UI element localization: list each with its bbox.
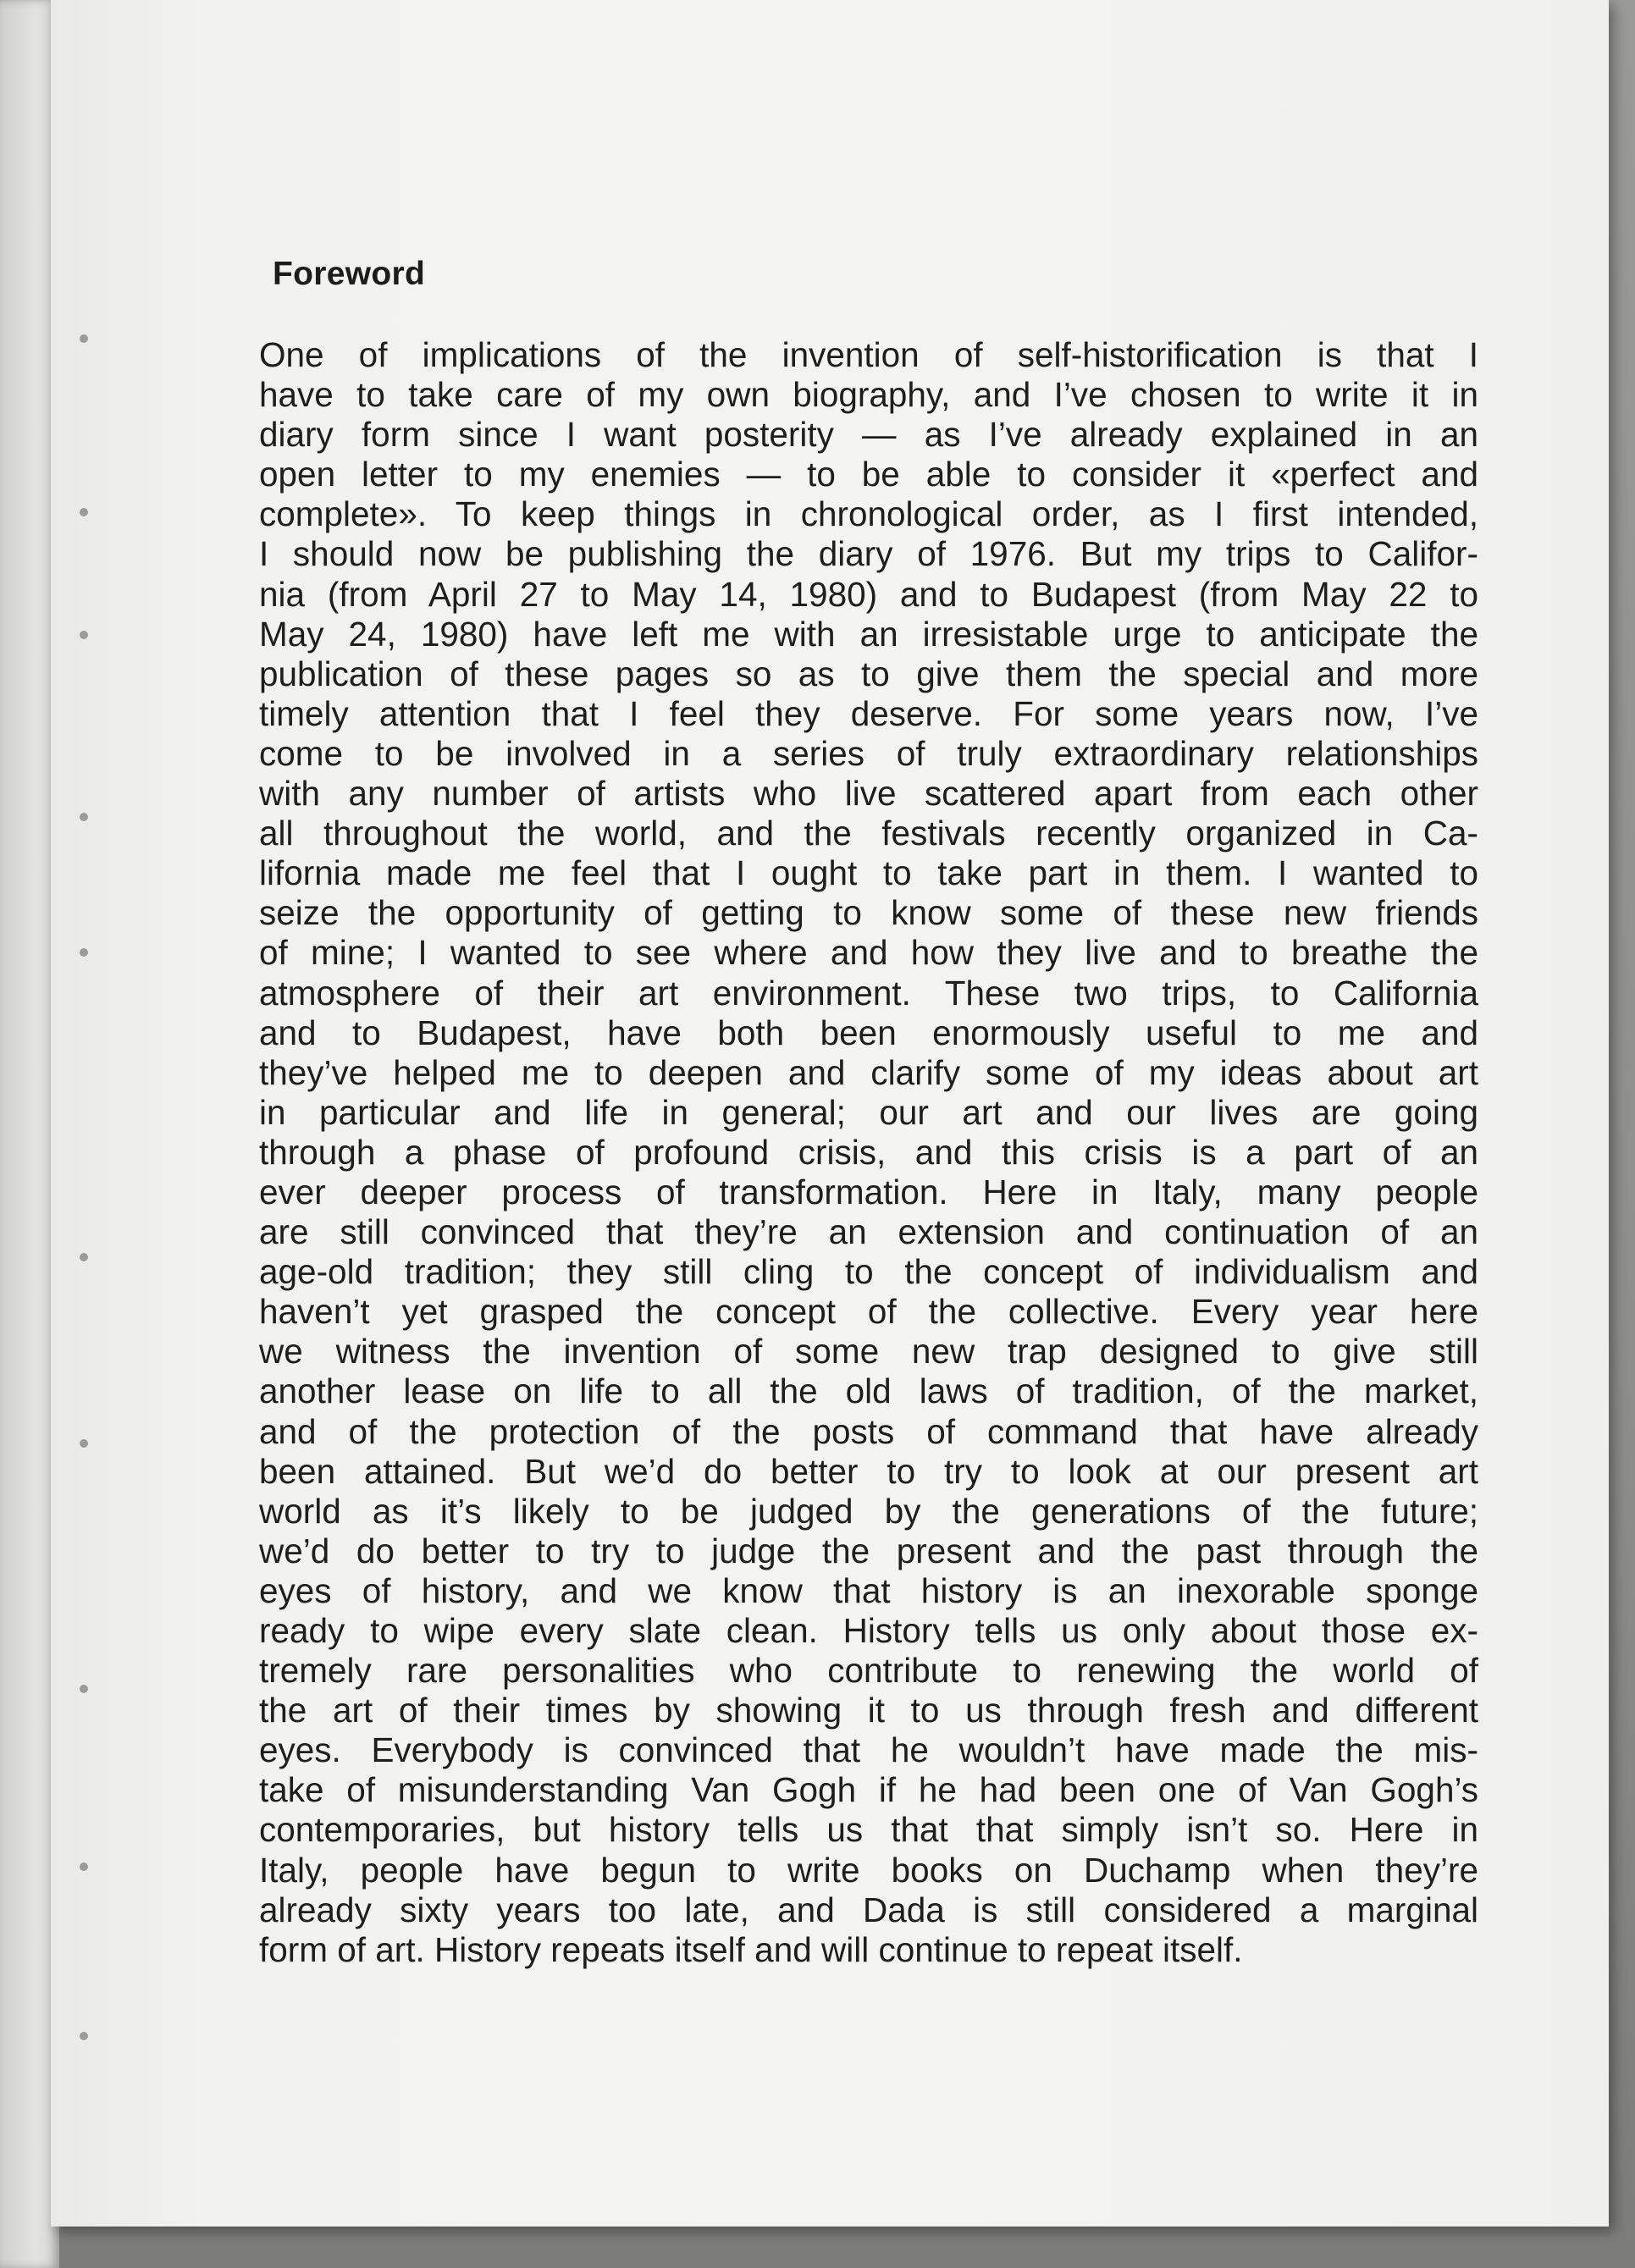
body-line: we witness the invention of some new trap designed to give still	[259, 1332, 1478, 1371]
body-line: the art of their times by showing it to us through fresh and different	[259, 1691, 1478, 1730]
staple-hole	[80, 631, 88, 639]
body-line: eyes of history, and we know that history is an inexorable sponge	[259, 1570, 1478, 1610]
body-line: with any number of artists who live scattered apart from each other	[259, 774, 1478, 814]
staple-hole	[80, 2032, 88, 2040]
body-line: age-old tradition; they still cling to the concept of individualism and	[259, 1252, 1478, 1292]
body-line: diary form since I want posterity — as I’ve already explained in an	[259, 415, 1478, 455]
body-line: they’ve helped me to deepen and clarify some of my ideas about art	[259, 1052, 1478, 1092]
body-line: lifornia made me feel that I ought to take part in them. I wanted to	[259, 853, 1478, 893]
body-line: haven’t yet grasped the concept of the collective. Every year here	[259, 1292, 1478, 1332]
body-line: nia (from April 27 to May 14, 1980) and to Budapest (from May 22 to	[259, 574, 1478, 614]
staple-hole	[80, 1685, 88, 1693]
body-line: all throughout the world, and the festivals recently organized in Ca-	[259, 814, 1478, 853]
body-line: ready to wipe every slate clean. History tells us only about those ex-	[259, 1611, 1478, 1650]
staple-hole	[80, 813, 88, 821]
foreword-body	[259, 335, 1478, 1970]
booklet-page	[51, 0, 1609, 2227]
foreword-heading: Foreword	[273, 256, 426, 292]
body-line: another lease on life to all the old laws of tradition, of the market,	[259, 1371, 1478, 1411]
body-line: eyes. Everybody is convinced that he wouldn’t have made the mis-	[259, 1730, 1478, 1770]
staple-hole	[80, 1439, 88, 1448]
body-line: contemporaries, but history tells us that that simply isn’t so. Here in	[259, 1810, 1478, 1850]
body-line: come to be involved in a series of truly extraordinary relationships	[259, 733, 1478, 773]
body-line: timely attention that I feel they deserve. For some years now, I’ve	[259, 693, 1478, 733]
body-line: of mine; I wanted to see where and how they live and to breathe the	[259, 933, 1478, 973]
staple-hole	[80, 334, 88, 343]
body-line: complete». To keep things in chronological order, as I first intended,	[259, 494, 1478, 534]
body-line: take of misunderstanding Van Gogh if he had been one of Van Gogh’s	[259, 1770, 1478, 1810]
body-line: seize the opportunity of getting to know some of these new friends	[259, 893, 1478, 933]
body-line: have to take care of my own biography, and I’ve chosen to write it in	[259, 375, 1478, 415]
body-line: been attained. But we’d do better to try to look at our present art	[259, 1451, 1478, 1491]
body-line: and of the protection of the posts of command that have already	[259, 1411, 1478, 1451]
body-line: ever deeper process of transformation. Here in Italy, many people	[259, 1172, 1478, 1211]
body-line: and to Budapest, have both been enormously useful to me and	[259, 1013, 1478, 1052]
body-line: atmosphere of their art environment. These two trips, to California	[259, 973, 1478, 1013]
body-line: already sixty years too late, and Dada is still considered a marginal	[259, 1890, 1478, 1929]
body-line: Italy, people have begun to write books on Duchamp when they’re	[259, 1850, 1478, 1890]
body-line: I should now be publishing the diary of 1976. But my trips to Califor-	[259, 534, 1478, 574]
staple-hole	[80, 948, 88, 957]
staple-hole	[80, 1862, 88, 1871]
staple-hole	[80, 1253, 88, 1261]
body-line: we’d do better to try to judge the present and the past through the	[259, 1531, 1478, 1570]
staple-hole	[80, 508, 88, 516]
body-line: One of implications of the invention of self-historification is that I	[259, 335, 1478, 374]
body-line: open letter to my enemies — to be able to consider it «perfect and	[259, 455, 1478, 494]
body-line: are still convinced that they’re an extension and continuation of an	[259, 1212, 1478, 1252]
body-line: publication of these pages so as to give them the special and more	[259, 654, 1478, 693]
body-line: in particular and life in general; our art and our lives are going	[259, 1092, 1478, 1132]
body-line: form of art. History repeats itself and will continue to repeat itself.	[259, 1929, 1243, 1969]
body-line: tremely rare personalities who contribute to renewing the world of	[259, 1651, 1478, 1691]
body-line: May 24, 1980) have left me with an irresistable urge to anticipate the	[259, 614, 1478, 654]
body-line: through a phase of profound crisis, and this crisis is a part of an	[259, 1132, 1478, 1172]
body-line: world as it’s likely to be judged by the generations of the future;	[259, 1491, 1478, 1531]
